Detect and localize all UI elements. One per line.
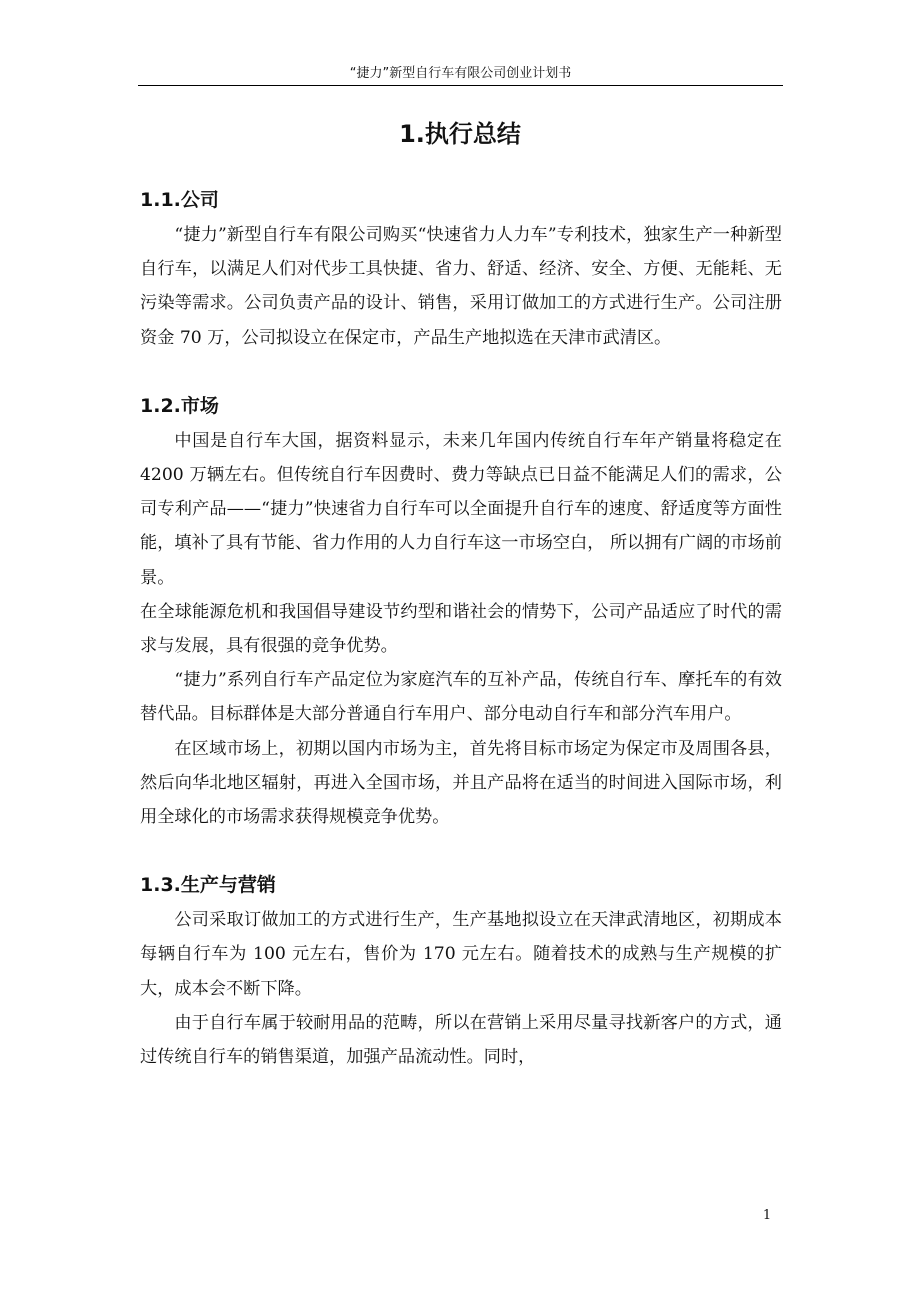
running-header: “捷力”新型自行车有限公司创业计划书: [349, 66, 572, 81]
section-gap: [140, 834, 782, 867]
paragraph: “捷力”系列自行车产品定位为家庭汽车的互补产品，传统自行车、摩托车的有效替代品。目标群体是大部分普通自行车用户、部分电动自行车和部分汽车用户。: [140, 670, 782, 725]
header-rule: [138, 85, 783, 86]
chapter-title: 1.执行总结: [399, 120, 521, 148]
document-body: [140, 182, 782, 1074]
paragraph: 由于自行车属于较耐用品的范畴，所以在营销上采用尽量寻找新客户的方式，通过传统自行车的销售渠道，加强产品流动性。同时，: [140, 1012, 782, 1068]
section-gap: [140, 355, 782, 388]
page-number: 1: [762, 1208, 772, 1223]
section-heading-market: 1.2.市场: [140, 394, 219, 417]
paragraph: 在区域市场上，初期以国内市场为主，首先将目标市场定为保定市及周围各县，然后向华北地区辐射，再进入全国市场，并且产品将在适当的时间进入国际市场，利用全球化的市场需求获得规模竞争优势。: [140, 738, 782, 828]
section-heading-production-marketing: 1.3.生产与营销: [140, 874, 276, 897]
paragraph: 公司采取订做加工的方式进行生产，生产基地拟设立在天津武清地区，初期成本每辆自行车为 100 元左右，售价为 170 元左右。随着技术的成熟与生产规模的扩大，成本会不断下降。: [140, 910, 782, 999]
section-heading-company: 1.1.公司: [140, 189, 219, 211]
paragraph: 在全球能源危机和我国倡导建设节约型和谐社会的情势下，公司产品适应了时代的需求与发展，具有很强的竞争优势。: [140, 601, 782, 657]
paragraph: “捷力”新型自行车有限公司购买“快速省力人力车”专利技术，独家生产一种新型自行车，以满足人们对代步工具快捷、省力、舒适、经济、安全、方便、无能耗、无污染等需求。公司负责产品的设计、销售，采用订做加工的方式进行生产。公司注册资金 70 万，公司拟设立在保定市，产品生产地拟选在天津市武清区。: [140, 225, 782, 348]
paragraph: 中国是自行车大国，据资料显示，未来几年国内传统自行车年产销量将稳定在 4200 万辆左右。但传统自行车因费时、费力等缺点已日益不能满足人们的需求，公司专利产品——“捷力”快速省力自行车可以全面提升自行车的速度、舒适度等方面性能，填补了具有节能、省力作用的人力自行车这一市场空白， 所以拥有广阔的市场前景。: [140, 430, 782, 588]
